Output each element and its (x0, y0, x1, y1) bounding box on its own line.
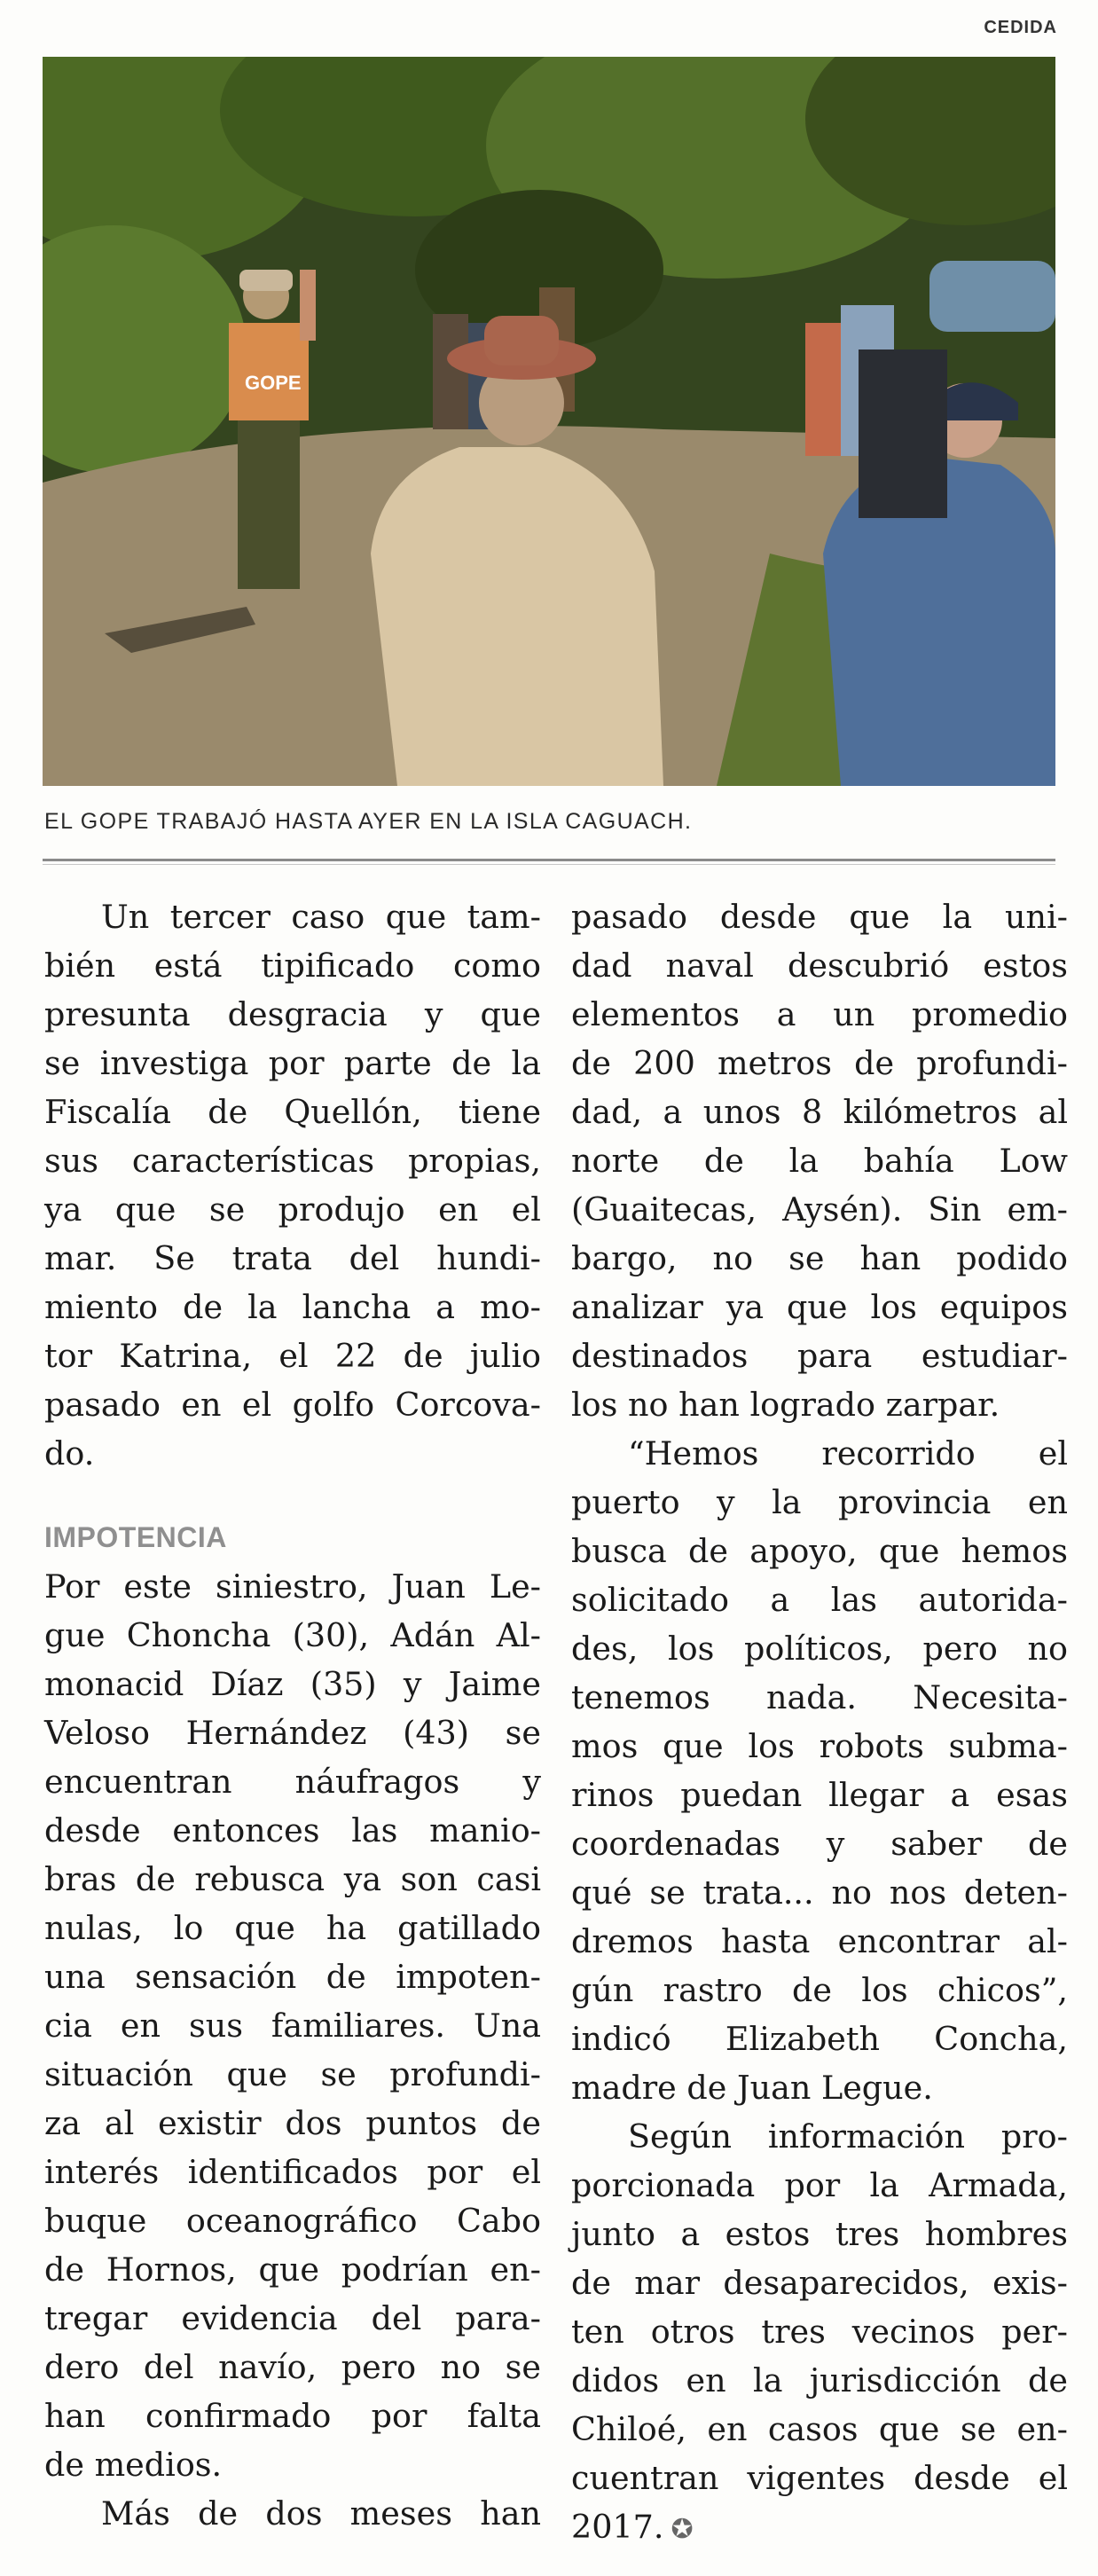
article-column-right (571, 892, 1068, 2551)
text-line: des, los políticos, pero no (571, 1630, 1068, 1668)
text-line: tor Katrina, el 22 de julio (44, 1337, 541, 1375)
caption-rule-thin (43, 864, 1055, 865)
text-line: do. (44, 1434, 95, 1473)
text-line: dad naval descubrió estos (571, 946, 1068, 985)
text-line: gún rastro de los chicos”, (571, 1971, 1068, 2009)
text-line: pasado desde que la uni- (571, 898, 1068, 936)
text-line: los no han logrado zarpar. (571, 1386, 1000, 1424)
caption-rule (43, 859, 1055, 861)
text-line: busca de apoyo, que hemos (571, 1532, 1068, 1570)
text-line: junto a estos tres hombres (571, 2215, 1068, 2253)
text-line: de medios. (44, 2446, 223, 2484)
final-text: 2017. (571, 2508, 664, 2546)
text-line: (Guaitecas, Aysén). Sin em- (571, 1190, 1068, 1229)
text-line: indicó Elizabeth Concha, (571, 2020, 1068, 2058)
article-column-left (44, 892, 541, 2538)
text-line-final (571, 2502, 1068, 2551)
text-line: ya que se produjo en el (44, 1190, 541, 1229)
text-line: didos en la jurisdicción de (571, 2361, 1068, 2399)
text-line: bras de rebusca ya son casi (44, 1860, 541, 1898)
text-line: Un tercer caso que tam- (101, 898, 541, 936)
text-line: pasado en el golfo Corcova- (44, 1386, 541, 1424)
text-line: una sensación de impoten- (44, 1958, 541, 1996)
text-line: interés identificados por el (44, 2153, 541, 2191)
text-line: Fiscalía de Quellón, tiene (44, 1093, 541, 1131)
text-line: qué se trata... no nos deten- (571, 1873, 1068, 1912)
text-line: gue Choncha (30), Adán Al- (44, 1616, 541, 1654)
text-line: bién está tipificado como (44, 946, 541, 985)
vest-label: GOPE (245, 372, 302, 394)
text-line: monacid Díaz (35) y Jaime (44, 1665, 541, 1703)
text-line: bargo, no se han podido (571, 1239, 1068, 1277)
text-line: de Hornos, que podrían en- (44, 2250, 541, 2289)
text-line: rinos puedan llegar a esas (571, 1776, 1068, 1814)
text-line: encuentran náufragos y (44, 1763, 541, 1801)
text-line: Más de dos meses han (101, 2494, 541, 2533)
text-line: se investiga por parte de la (44, 1044, 541, 1082)
end-of-article-icon: ✪ (671, 2514, 694, 2545)
text-line: de 200 metros de profundi- (571, 1044, 1068, 1082)
photo-illustration (43, 57, 1055, 786)
text-line: Según información pro- (628, 2117, 1068, 2156)
text-line: “Hemos recorrido el (628, 1434, 1068, 1473)
text-line: tenemos nada. Necesita- (571, 1678, 1068, 1716)
text-line: miento de la lancha a mo- (44, 1288, 541, 1326)
text-line: tregar evidencia del para- (44, 2299, 541, 2337)
text-line: dad, a unos 8 kilómetros al (571, 1093, 1068, 1131)
text-line: de mar desaparecidos, exis- (571, 2264, 1068, 2302)
text-line: sus características propias, (44, 1142, 541, 1180)
photo-caption: EL GOPE TRABAJÓ HASTA AYER EN LA ISLA CAGUACH. (44, 809, 693, 834)
text-line: ten otros tres vecinos per- (571, 2313, 1068, 2351)
text-line: elementos a un promedio (571, 995, 1068, 1033)
news-photo (43, 57, 1055, 786)
text-line: madre de Juan Legue. (571, 2069, 933, 2107)
text-line: mar. Se trata del hundi- (44, 1239, 541, 1277)
text-line: nulas, lo que ha gatillado (44, 1909, 541, 1947)
text-line: norte de la bahía Low (571, 1142, 1068, 1180)
text-line: porcionada por la Armada, (571, 2166, 1068, 2204)
text-line: desde entonces las manio- (44, 1811, 541, 1850)
text-line: mos que los robots subma- (571, 1727, 1068, 1765)
text-line: cuentran vigentes desde el (571, 2459, 1068, 2497)
text-line: solicitado a las autorida- (571, 1581, 1068, 1619)
text-line: situación que se profundi- (44, 2055, 541, 2093)
text-line: puerto y la provincia en (571, 1483, 1068, 1521)
text-line: han confirmado por falta (44, 2397, 541, 2435)
text-line: coordenadas y saber de (571, 1825, 1068, 1863)
text-line: analizar ya que los equipos (571, 1288, 1068, 1326)
text-line: cia en sus familiares. Una (44, 2007, 541, 2045)
text-line: presunta desgracia y que (44, 995, 541, 1033)
text-line: za al existir dos puntos de (44, 2104, 541, 2142)
text-line: dremos hasta encontrar al- (571, 1922, 1068, 1960)
subheading: IMPOTENCIA (44, 1521, 227, 1553)
text-line: Chiloé, en casos que se en- (571, 2410, 1068, 2448)
photo-credit: CEDIDA (984, 18, 1057, 37)
text-line: dero del navío, pero no se (44, 2348, 541, 2386)
text-line: buque oceanográfico Cabo (44, 2202, 541, 2240)
text-line: Veloso Hernández (43) se (44, 1714, 541, 1752)
text-line: Por este siniestro, Juan Le- (44, 1567, 541, 1606)
text-line: destinados para estudiar- (571, 1337, 1068, 1375)
